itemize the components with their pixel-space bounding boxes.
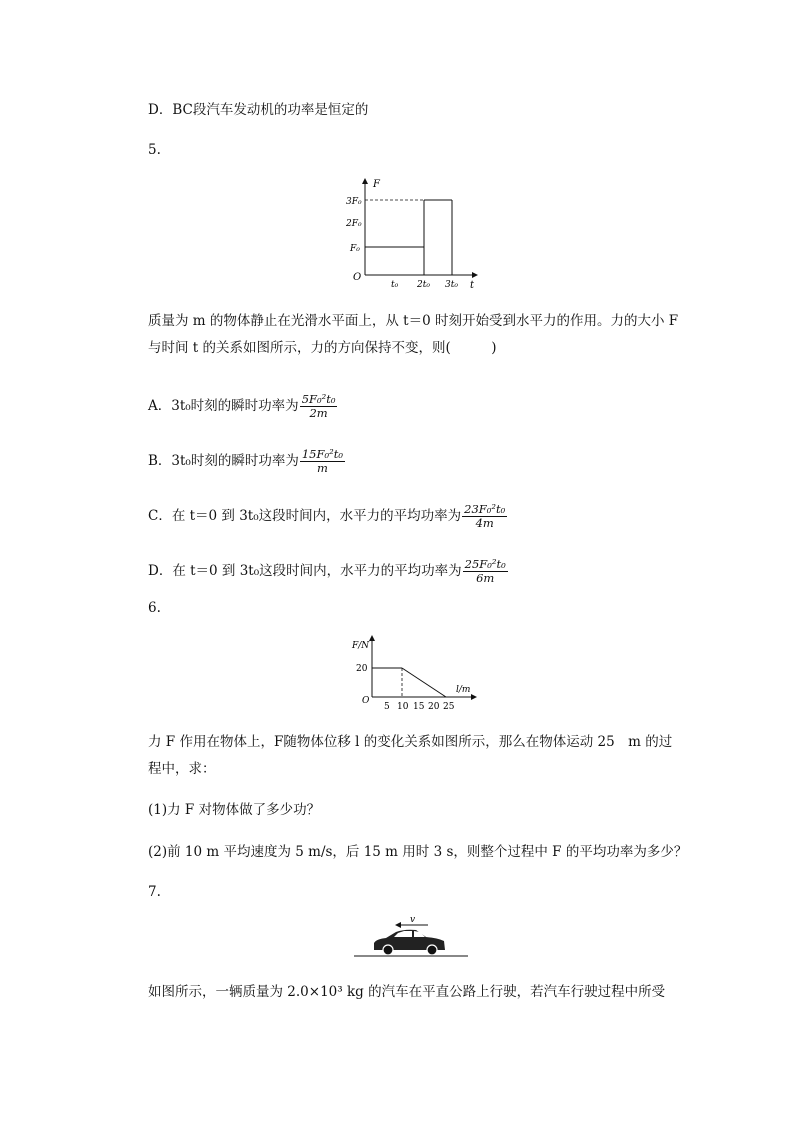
q5-option-c-fraction	[462, 503, 507, 530]
q6-stem-line2: 程中，求：	[148, 761, 216, 777]
q6-y-axis-label: F/N	[352, 641, 370, 651]
q5-option-d-numerator: 25F₀²t₀	[464, 557, 506, 571]
q5-y-tick-3f0: 3F₀	[346, 197, 362, 207]
q5-option-b-denominator: m	[316, 461, 328, 475]
q5-option-b-numerator: 15F₀²t₀	[301, 447, 343, 461]
q7-stem-line1: 如图所示，一辆质量为 2.0×10³ kg 的汽车在平直公路上行驶，若汽车行驶过程中所受	[148, 984, 666, 1000]
q5-x-axis-label: t	[470, 280, 475, 291]
q5-option-c-text: C．在 t＝0 到 3t₀这段时间内，水平力的平均功率为	[148, 508, 462, 524]
q7-velocity-label: v	[410, 915, 416, 925]
q7-car-figure	[352, 915, 472, 963]
q5-option-b	[148, 448, 345, 475]
q6-force-displacement-graph	[340, 632, 480, 714]
q6-x-tick-5: 5	[384, 702, 390, 712]
q6-x-tick-15: 15	[413, 702, 425, 712]
q5-option-a	[148, 393, 337, 420]
q5-option-c-numerator: 23F₀²t₀	[464, 502, 506, 516]
q6-x-axis-label: l/m	[456, 685, 471, 695]
q6-stem-line1: 力 F 作用在物体上，F随物体位移 l 的变化关系如图所示，那么在物体运动 25 m 的过	[148, 734, 673, 750]
q4-option-d: D．BC段汽车发动机的功率是恒定的	[148, 102, 369, 118]
q5-x-tick-2t0: 2t₀	[417, 280, 430, 290]
q5-x-tick-t0: t₀	[391, 280, 399, 290]
q6-x-tick-10: 10	[397, 702, 409, 712]
q5-stem-line2: 与时间 t 的关系如图所示，力的方向保持不变，则( )	[148, 340, 497, 356]
q7-number: 7.	[148, 884, 161, 900]
q6-y-tick-20: 20	[356, 664, 368, 674]
q5-option-d-text: D．在 t＝0 到 3t₀这段时间内，水平力的平均功率为	[148, 563, 462, 579]
q6-sub-question-1: (1)力 F 对物体做了多少功？	[148, 802, 321, 818]
q6-origin: O	[362, 696, 370, 706]
q6-number: 6.	[148, 600, 161, 616]
q6-x-tick-25: 25	[443, 702, 455, 712]
q5-option-d-denominator: 6m	[476, 571, 495, 585]
q5-y-tick-2f0: 2F₀	[346, 219, 362, 229]
q5-option-d-fraction	[463, 558, 508, 585]
q5-option-a-fraction	[300, 393, 338, 420]
q5-option-d	[148, 558, 508, 585]
q6-x-tick-20: 20	[428, 702, 440, 712]
q6-sub-question-2: (2)前 10 m 平均速度为 5 m/s，后 15 m 用时 3 s，则整个过程中 F 的平均功率为多少？	[148, 844, 688, 860]
q5-option-a-numerator: 5F₀²t₀	[301, 392, 336, 406]
q5-number: 5.	[148, 142, 161, 158]
q5-origin: O	[353, 272, 362, 283]
q5-option-a-text: A．3t₀时刻的瞬时功率为	[148, 398, 299, 414]
q5-x-tick-3t0: 3t₀	[445, 280, 458, 290]
q5-option-a-denominator: 2m	[309, 406, 328, 420]
q5-option-c-denominator: 4m	[475, 516, 494, 530]
q5-stem-line1: 质量为 m 的物体静止在光滑水平面上，从 t＝0 时刻开始受到水平力的作用。力的大小 F	[148, 313, 679, 329]
q5-option-c	[148, 503, 507, 530]
q5-y-axis-label: F	[373, 179, 380, 190]
q5-option-b-text: B．3t₀时刻的瞬时功率为	[148, 453, 299, 469]
q5-y-tick-f0: F₀	[350, 244, 360, 254]
q5-option-b-fraction	[300, 448, 345, 475]
q5-force-time-graph	[340, 175, 480, 293]
